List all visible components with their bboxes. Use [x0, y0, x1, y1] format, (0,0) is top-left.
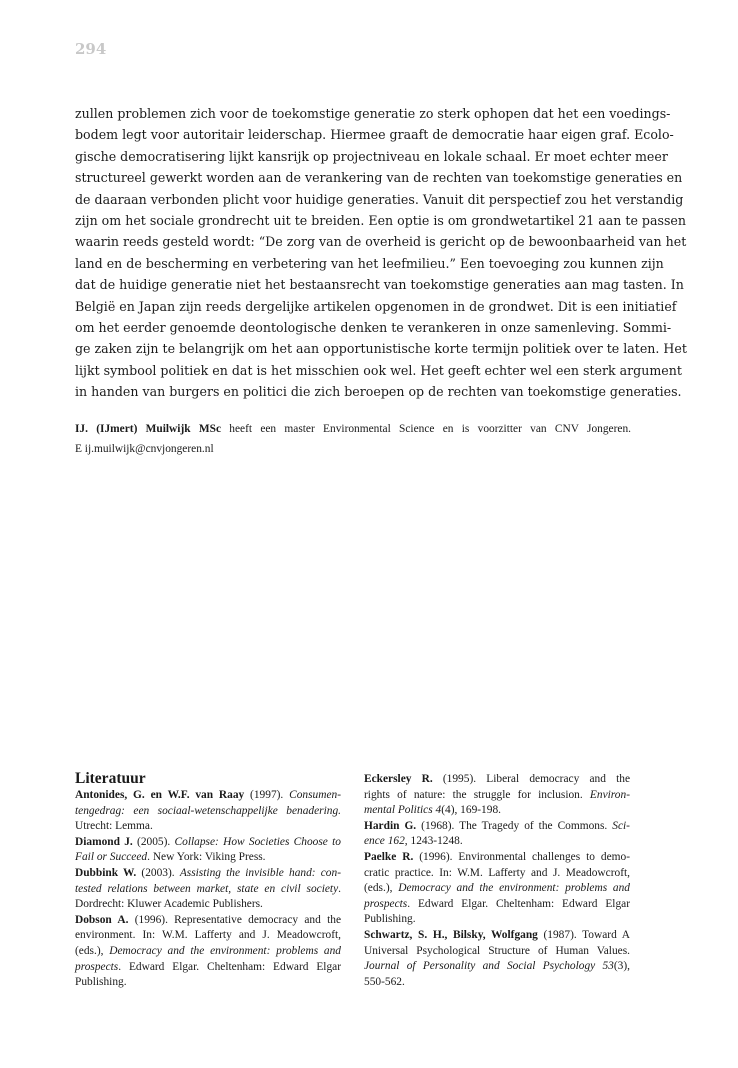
body-line: in handen van burgers en politici die zich beroepen op de rechten van toekomstige generaties.	[75, 384, 682, 400]
reference-text: .	[338, 882, 341, 895]
body-line: zullen problemen zich voor de toekomstige generatie zo sterk ophopen dat het een voedings-	[75, 106, 671, 121]
reference-text: rights of nature: the struggle for inclusion.	[364, 788, 590, 801]
body-line: zijn om het sociale grondrecht uit te breiden. Een optie is om grondwetartikel 21 aan te passen	[75, 212, 686, 228]
reference-line	[364, 803, 630, 819]
body-line: waarin reeds gesteld wordt: “De zorg van de overheid is gericht op de bewoonbaarheid van het	[75, 234, 687, 250]
body-line: land en de bescherming en verbetering van het leefmilieu.” Een toevoeging zou kunnen zijn	[75, 255, 664, 271]
author-description: heeft een master Environmental Science en is voorzitter van CNV Jongeren.	[229, 423, 631, 435]
reference-line	[75, 804, 341, 820]
body-line: om het eerder genoemde deontologische denken te verankeren in onze samenleving. Sommi-	[75, 319, 672, 335]
reference-title: Democracy and the environment: problems and	[398, 882, 630, 895]
body-paragraph	[75, 103, 687, 402]
reference-line	[364, 772, 630, 788]
reference-line	[364, 959, 630, 975]
body-line: België en Japan zijn reeds dergelijke artikelen opgenomen in de grondwet. Dit is een initiatief	[75, 298, 677, 314]
reference-line	[75, 960, 341, 976]
body-line: bodem legt voor autoritair leiderschap. Hiermee graaft de democratie haar eigen graf. Ecolo-	[75, 127, 674, 143]
reference-text: (3),	[613, 960, 630, 973]
reference-title: Fail or Succeed	[75, 851, 148, 864]
reference-text: Dordrecht: Kluwer Academic Publishers.	[75, 898, 263, 911]
reference-text: (1995). Liberal democracy and the	[432, 773, 630, 785]
author-name: IJ. (IJmert) Muilwijk MSc	[75, 423, 221, 435]
reference-text: Publishing.	[75, 976, 127, 989]
reference-text: environment. In: W.M. Lafferty and J. Meadowcroft,	[75, 929, 341, 942]
reference-text: . Edward Elgar. Cheltenham: Edward Elgar	[118, 960, 341, 973]
body-line: structureel gewerkt worden aan de verankering van de rechten van toekomstige generaties en	[75, 170, 683, 186]
reference-title: Assisting the invisible hand: con-	[179, 866, 341, 879]
body-line: gische democratisering lijkt kansrijk op projectniveau en lokale schaal. Er moet echter meer	[75, 148, 668, 164]
reference-text: (1968). The Tragedy of the Commons.	[416, 819, 613, 832]
reference-line	[75, 866, 341, 882]
reference-text: (1997).	[244, 789, 290, 801]
page-number: 294	[75, 40, 107, 58]
reference-line	[75, 835, 341, 851]
reference-line	[364, 788, 630, 804]
reference-text: (eds.),	[75, 944, 110, 957]
reference-line	[364, 819, 630, 835]
reference-text: (2003).	[136, 866, 180, 879]
reference-author: Diamond J.	[75, 835, 133, 848]
author-line	[75, 419, 631, 439]
reference-line	[364, 850, 630, 866]
reference-line	[364, 928, 630, 944]
reference-text: (2005).	[132, 835, 175, 848]
reference-author: Paelke R.	[364, 850, 414, 863]
reference-title: prospects	[364, 897, 408, 910]
reference-line	[75, 975, 341, 991]
reference-title: Democracy and the environment: problems and	[109, 944, 341, 957]
author-email[interactable]: E ij.muilwijk@cnvjongeren.nl	[75, 443, 214, 455]
references-right-column	[364, 772, 630, 990]
reference-author: Antonides, G. en W.F. van Raay	[75, 789, 245, 801]
references-heading: Literatuur	[75, 770, 146, 787]
reference-line	[364, 897, 630, 913]
reference-line	[75, 850, 341, 866]
reference-text: (1987). Toward A	[537, 928, 630, 941]
reference-line	[75, 819, 341, 835]
reference-line	[75, 788, 341, 804]
reference-author: Dobson A.	[75, 913, 129, 926]
reference-author: Hardin G.	[364, 819, 417, 832]
reference-line	[75, 913, 341, 929]
reference-text: . New York: Viking Press.	[147, 851, 266, 864]
reference-title: Sci-	[612, 819, 630, 832]
reference-text: Utrecht: Lemma.	[75, 820, 153, 833]
reference-text: , 1243-1248.	[404, 835, 463, 848]
reference-title: Collapse: How Societies Choose to	[174, 835, 341, 848]
reference-author: Schwartz, S. H., Bilsky, Wolfgang	[364, 928, 538, 941]
reference-text: cratic practice. In: W.M. Lafferty and J. Meadowcroft,	[364, 866, 630, 879]
reference-title: Journal of Personality and Social Psychology 53	[364, 960, 614, 973]
reference-title: ence 162	[364, 835, 405, 848]
body-line: ge zaken zijn te belangrijk om het aan opportunistische korte termijn politiek over te laten. Het	[75, 341, 687, 357]
reference-line	[75, 944, 341, 960]
body-line: de daaraan verbonden plicht voor huidige generaties. Vanuit dit perspectief zou het verstandig	[75, 191, 684, 207]
reference-title: Environ-	[589, 788, 630, 801]
reference-line	[364, 912, 630, 928]
reference-line	[364, 834, 630, 850]
reference-title: tested relations between market, state en civil society	[75, 882, 339, 895]
reference-text: Universal Psychological Structure of Human Values.	[364, 944, 630, 957]
reference-text: Publishing.	[364, 913, 416, 926]
reference-title: prospects	[75, 960, 119, 973]
reference-author: Eckersley R.	[364, 773, 433, 785]
reference-line	[364, 881, 630, 897]
reference-line	[75, 882, 341, 898]
references-left-column	[75, 788, 341, 991]
body-line: dat de huidige generatie niet het bestaansrecht van toekomstige generaties aan mag tasten. In	[75, 277, 684, 293]
reference-text: (4), 169-198.	[441, 804, 501, 817]
reference-line	[364, 975, 630, 991]
reference-line	[364, 866, 630, 882]
reference-text: 550-562.	[364, 975, 405, 988]
reference-text: . Edward Elgar. Cheltenham: Edward Elgar	[407, 897, 630, 910]
reference-text: (1996). Representative democracy and the	[128, 913, 341, 926]
reference-line	[364, 944, 630, 960]
reference-title: Consumen-	[289, 789, 341, 801]
reference-text: (eds.),	[364, 882, 399, 895]
reference-text: (1996). Environmental challenges to demo-	[413, 850, 630, 863]
reference-line	[75, 928, 341, 944]
reference-title: mental Politics 4	[364, 804, 442, 817]
reference-author: Dubbink W.	[75, 866, 137, 879]
reference-title: tengedrag: een sociaal-wetenschappelijke benadering.	[75, 804, 341, 817]
author-note	[75, 419, 631, 459]
reference-line	[75, 897, 341, 913]
body-line: lijkt symbool politiek en dat is het misschien ook wel. Het geeft echter wel een sterk argument	[75, 362, 682, 378]
